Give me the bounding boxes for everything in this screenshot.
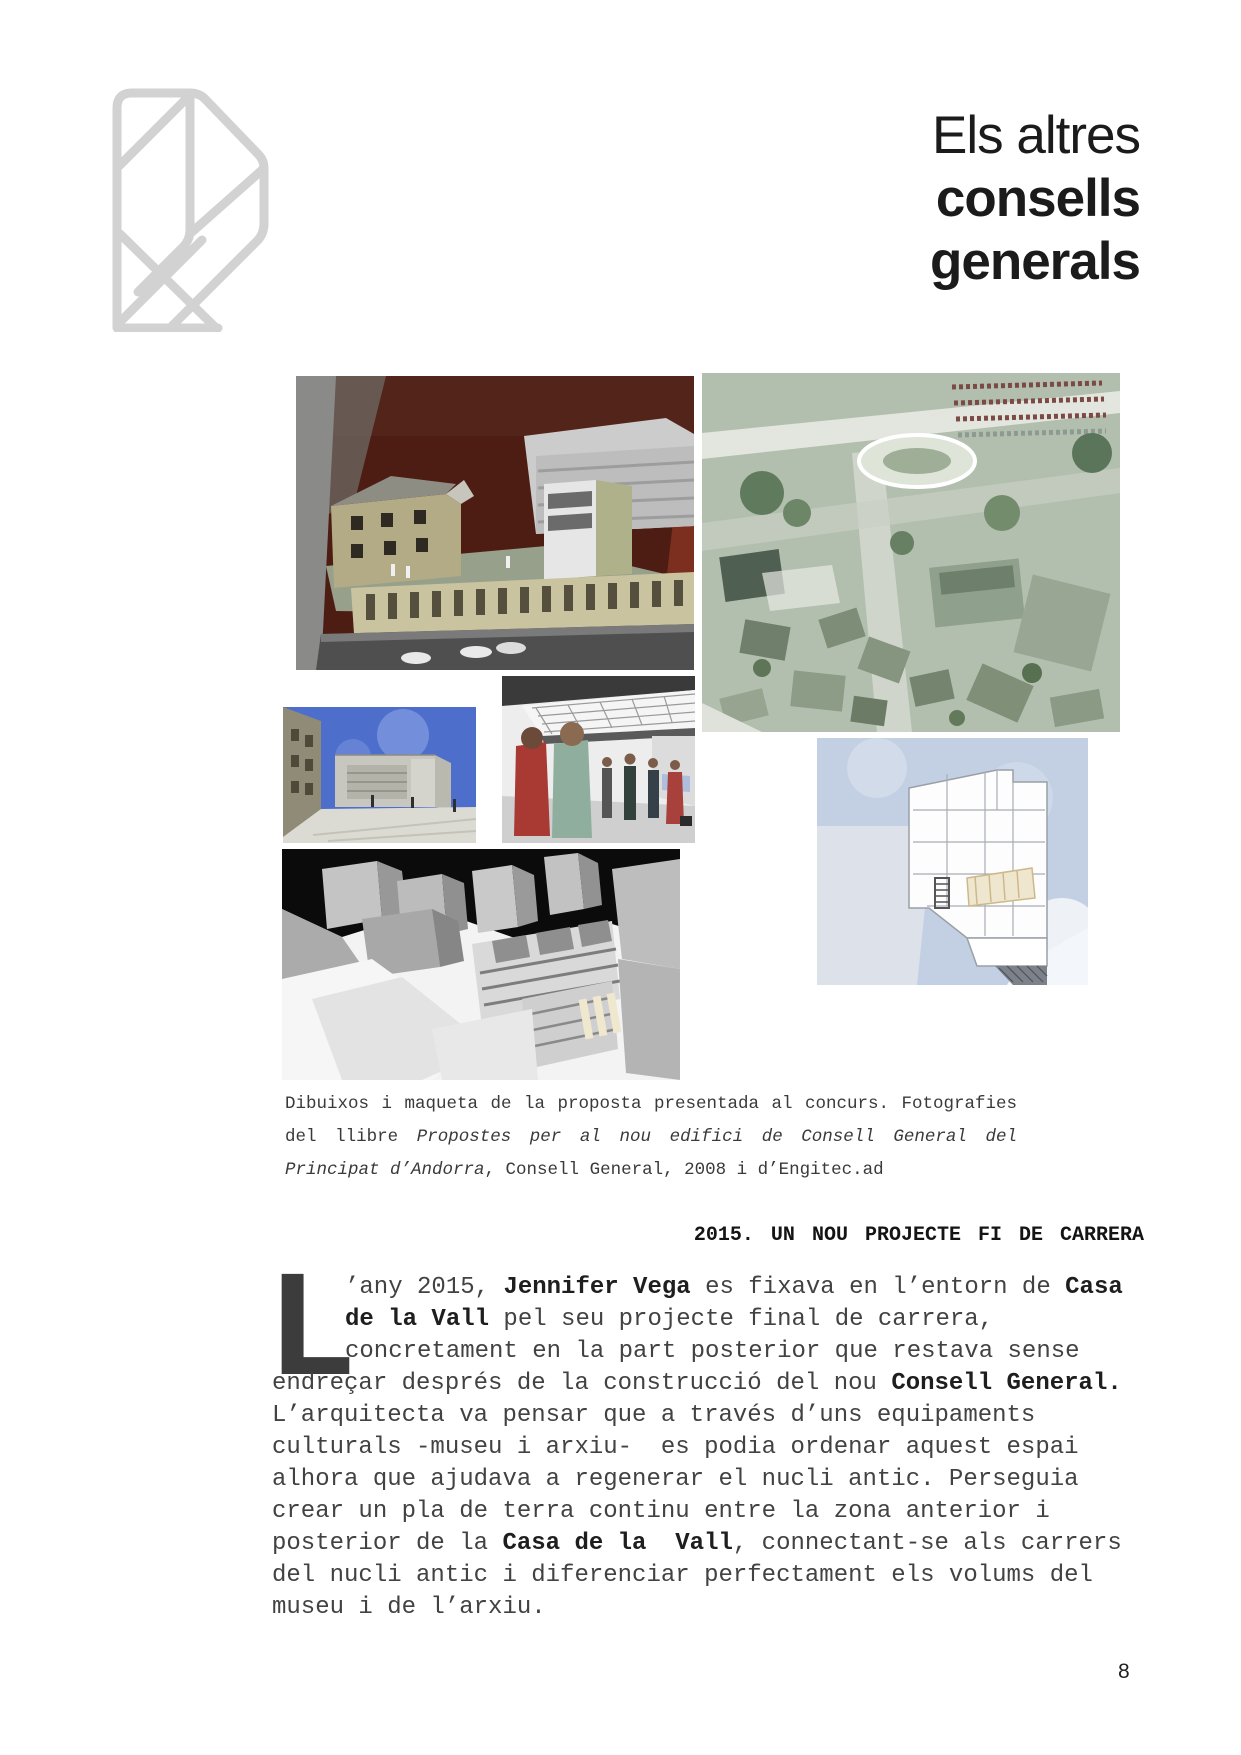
section-heading: 2015. UN NOU PROJECTE FI DE CARRERA	[693, 1224, 1144, 1247]
section-drawing-image	[817, 738, 1088, 985]
text-line: museu i de l’arxiu.	[272, 1594, 546, 1621]
figure-section-drawing	[817, 738, 1088, 985]
body-paragraph	[272, 1272, 1146, 1624]
text-line: L’arquitecta va pensar que a través d’uns equipaments	[272, 1402, 1036, 1429]
text-line: crear un pla de terra continu entre la zona anterior i	[272, 1498, 1050, 1525]
text-line: culturals -museu i arxiu- es podia ordenar aquest espai	[272, 1434, 1079, 1461]
drop-cap: L	[266, 1247, 358, 1420]
atrium-render-image	[502, 676, 695, 843]
figure-model-photo	[296, 376, 694, 670]
aerial-photo-image	[702, 373, 1120, 732]
title-line-3: generals	[929, 232, 1140, 291]
text-line: concretament en la part posterior que restava sense	[345, 1338, 1080, 1365]
text-line: posterior de la Casa de la Vall, connectant-se als carrers	[272, 1530, 1122, 1557]
text-line: ’any 2015, Jennifer Vega es fixava en l’entorn de Casa	[345, 1274, 1123, 1301]
text-line: endreçar després de la construcció del nou Consell General.	[272, 1370, 1122, 1397]
title-line-1: Els altres	[932, 106, 1140, 165]
text-line: del llibre Propostes per al nou edifici de Consell General del	[285, 1127, 1017, 1147]
figure-street-render	[283, 707, 476, 843]
street-render-image	[283, 707, 476, 843]
figure-atrium-render	[502, 676, 695, 843]
text-line: de la Vall pel seu projecte final de carrera,	[345, 1306, 994, 1333]
text-line: del nucli antic i diferenciar perfectament els volums del	[272, 1562, 1093, 1589]
geometric-emblem-logo	[106, 82, 274, 332]
text-line: alhora que ajudava a regenerar el nucli antic. Perseguia	[272, 1466, 1079, 1493]
figure-aerial-photo	[702, 373, 1120, 732]
figure-massing-render	[282, 849, 680, 1080]
logo-icon	[106, 82, 274, 332]
model-photo-image	[296, 376, 694, 670]
figure-caption	[285, 1088, 1017, 1187]
massing-render-image	[282, 849, 680, 1080]
text-line: Principat d’Andorra, Consell General, 2008 i d’Engitec.ad	[285, 1160, 884, 1180]
page-title	[930, 104, 1140, 293]
page-number: 8	[1118, 1660, 1130, 1683]
title-line-2: consells	[935, 169, 1140, 228]
text-line: Dibuixos i maqueta de la proposta presentada al concurs. Fotografies	[285, 1094, 1017, 1114]
